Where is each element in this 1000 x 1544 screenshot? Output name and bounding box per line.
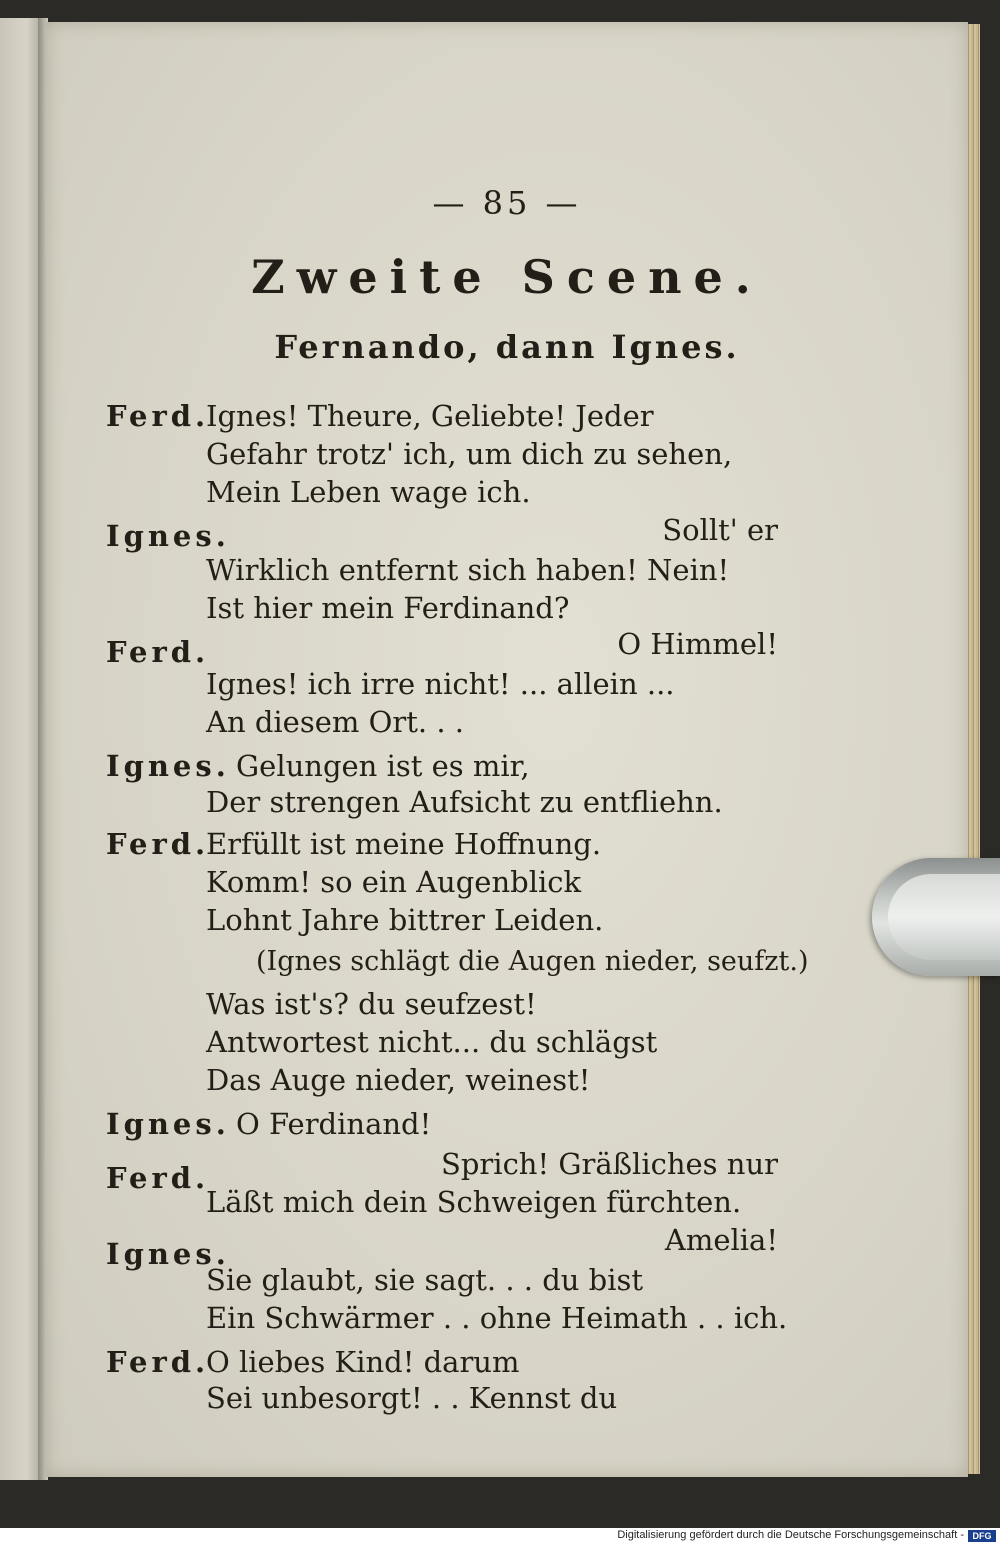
verse-line: Lohnt Jahre bittrer Leiden. bbox=[206, 903, 604, 937]
verse-line: Amelia! bbox=[664, 1223, 778, 1257]
speaker-label: Ignes. bbox=[106, 749, 230, 783]
cast-line: Fernando, dann Ignes. bbox=[274, 328, 740, 366]
adjacent-page-edge bbox=[0, 18, 38, 1480]
verse-line: Der strengen Aufsicht zu entfliehn. bbox=[206, 785, 723, 819]
verse-line: Ist hier mein Ferdinand? bbox=[206, 591, 570, 625]
verse-line: O Ferdinand! bbox=[236, 1107, 432, 1141]
scene-title: Zweite Scene. bbox=[251, 250, 763, 304]
verse-line: O liebes Kind! darum bbox=[206, 1345, 520, 1379]
verse-line: Antwortest nicht... du schlägst bbox=[206, 1025, 658, 1059]
verse-line: Sie glaubt, sie sagt. . . du bist bbox=[206, 1263, 644, 1297]
speaker-label: Ferd. bbox=[106, 827, 210, 861]
verse-line: Ignes! ich irre nicht! ... allein ... bbox=[206, 667, 675, 701]
stage-direction: (Ignes schlägt die Augen nieder, seufzt.) bbox=[256, 946, 809, 977]
verse-line: Ignes! Theure, Geliebte! Jeder bbox=[206, 399, 654, 433]
verse-line: O Himmel! bbox=[617, 627, 778, 661]
speaker-label: Ferd. bbox=[106, 1161, 210, 1195]
digitization-footer bbox=[0, 1528, 1000, 1544]
verse-line: Wirklich entfernt sich haben! Nein! bbox=[206, 553, 730, 587]
speaker-label: Ignes. bbox=[106, 519, 230, 553]
verse-line: Ein Schwärmer . . ohne Heimath . . ich. bbox=[206, 1301, 788, 1335]
verse-line: Komm! so ein Augenblick bbox=[206, 865, 582, 899]
verse-line: Mein Leben wage ich. bbox=[206, 475, 531, 509]
speaker-label: Ferd. bbox=[106, 635, 210, 669]
dfg-logo-icon: DFG bbox=[968, 1530, 996, 1542]
verse-line: An diesem Ort. . . bbox=[206, 705, 464, 739]
verse-line: Gelungen ist es mir, bbox=[236, 749, 530, 783]
book-page-edges bbox=[966, 24, 980, 1474]
verse-line: Was ist's? du seufzest! bbox=[206, 987, 537, 1021]
page-text bbox=[46, 22, 968, 1477]
speaker-label: Ignes. bbox=[106, 1237, 230, 1271]
verse-line: Sprich! Gräßliches nur bbox=[441, 1147, 778, 1181]
speaker-label: Ferd. bbox=[106, 399, 210, 433]
book-page bbox=[46, 22, 968, 1477]
verse-line: Läßt mich dein Schweigen fürchten. bbox=[206, 1185, 742, 1219]
verse-line: Das Auge nieder, weinest! bbox=[206, 1063, 591, 1097]
verse-line: Erfüllt ist meine Hoffnung. bbox=[206, 827, 602, 861]
page-number: — 85 — bbox=[432, 184, 582, 222]
page-clip bbox=[872, 858, 1000, 976]
footer-credit: Digitalisierung gefördert durch die Deutsche Forschungsgemeinschaft - bbox=[617, 1529, 964, 1541]
verse-line: Gefahr trotz' ich, um dich zu sehen, bbox=[206, 437, 733, 471]
speaker-label: Ignes. bbox=[106, 1107, 230, 1141]
verse-line: Sollt' er bbox=[662, 513, 778, 547]
page-clip-highlight bbox=[888, 874, 1000, 960]
verse-line: Sei unbesorgt! . . Kennst du bbox=[206, 1381, 618, 1415]
speaker-label: Ferd. bbox=[106, 1345, 210, 1379]
